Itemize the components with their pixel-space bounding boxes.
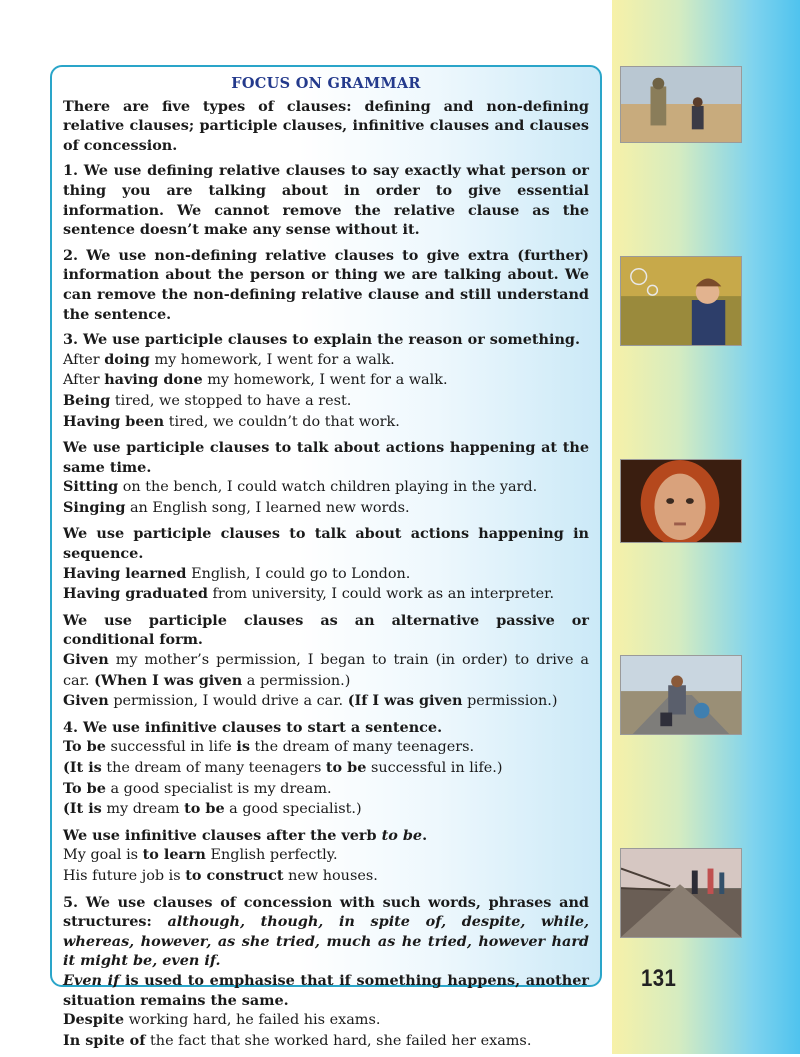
photo-child-blowing-bubbles <box>620 256 742 346</box>
photo-girl-portrait <box>620 459 742 543</box>
sequence-heading: We use participle clauses to talk about actions happening in sequence. <box>63 525 589 563</box>
photo-girl-on-road-with-globe <box>620 655 742 735</box>
rule-1 <box>63 161 589 239</box>
rule-3-heading: 3. We use participle clauses to explain the reason or something. <box>63 331 580 349</box>
example: After having done my homework, I went for a walk. <box>63 371 448 389</box>
rule-sequence <box>63 524 589 604</box>
after-be-heading: We use infinitive clauses after the verb to be. <box>63 826 428 844</box>
page-number: 131 <box>641 965 677 992</box>
simultaneous-heading: We use participle clauses to talk about actions happening at the same time. <box>63 439 589 476</box>
grammar-content <box>63 74 589 1057</box>
example: To be a good specialist is my dream. <box>63 779 332 797</box>
example: Singing an English song, I learned new words. <box>63 498 410 516</box>
example: To be successful in life is the dream of many teenagers. <box>63 738 475 756</box>
rule-3 <box>63 330 589 432</box>
example: Sitting on the bench, I could watch children playing in the yard. <box>63 478 538 496</box>
rule-5 <box>63 893 589 1052</box>
example: In spite of the fact that she worked hard, she failed her exams. <box>63 1031 532 1049</box>
example: His future job is to construct new houses. <box>63 866 378 884</box>
rule-simultaneous <box>63 438 589 518</box>
example: Having learned English, I could go to London. <box>63 564 411 582</box>
rule-5-heading: 5. We use clauses of concession with such words, phrases and structures: although, though, in spite of, despite, while, whereas, however, as she tried, much as he tried, however hard it might be, even if. <box>63 893 589 970</box>
section-title: FOCUS ON GRAMMAR <box>231 75 421 92</box>
example: Given my mother’s permission, I began to train (in order) to drive a car. (When I was given a permission.) <box>63 651 589 689</box>
example: Given permission, I would drive a car. (If I was given permission.) <box>63 692 558 710</box>
rule-2 <box>63 246 589 324</box>
example: Despite working hard, he failed his exams. <box>63 1011 381 1029</box>
rule-2-text: 2. We use non-defining relative clauses to give extra (further) information about the person or thing we are talking about. We can remove the non-defining relative clause and still understand the sentence. <box>63 246 589 323</box>
intro-paragraph <box>63 97 589 156</box>
photo-people-on-bridge <box>620 848 742 938</box>
example: Being tired, we stopped to have a rest. <box>63 391 352 409</box>
photo-soldier-with-child <box>620 66 742 143</box>
rule-1-text: 1. We use defining relative clauses to say exactly what person or thing you are talking about in order to give essential information. We cannot remove the relative clause as the sentence doesn’t make any sense without it. <box>63 162 589 239</box>
example: After doing my homework, I went for a walk. <box>63 350 395 368</box>
rule-passive <box>63 611 589 712</box>
rule-4-heading: 4. We use infinitive clauses to start a sentence. <box>63 718 443 736</box>
rule-4 <box>63 718 589 820</box>
example: Having been tired, we couldn’t do that work. <box>63 412 400 430</box>
rule-5-emphasis: Even if is used to emphasise that if something happens, another situation remains the same. <box>63 971 590 1009</box>
passive-heading: We use participle clauses as an alternative passive or conditional form. <box>63 611 589 649</box>
rule-after-be <box>63 826 589 887</box>
example: My goal is to learn English perfectly. <box>63 846 338 864</box>
example: Having graduated from university, I could work as an interpreter. <box>63 585 555 603</box>
intro-text: There are five types of clauses: defining and non-defining relative clauses; participle clauses, infinitive clauses and clauses of concession. <box>63 97 589 154</box>
example: (It is the dream of many teenagers to be successful in life.) <box>63 759 503 776</box>
example: (It is my dream to be a good specialist.) <box>63 800 362 818</box>
